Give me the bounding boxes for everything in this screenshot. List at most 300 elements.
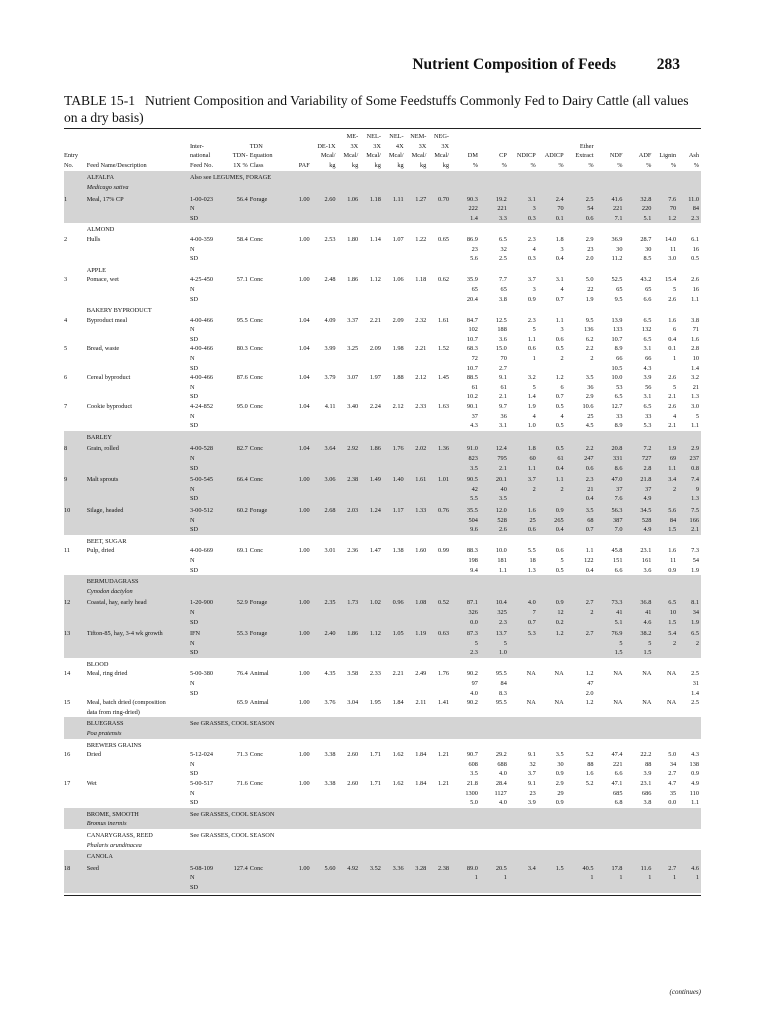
- cell-ndicp: 5.5 18 1.3: [527, 547, 536, 574]
- cell-feed: Meal, 17% CP: [87, 193, 190, 224]
- cell-eq: Conc: [249, 751, 264, 759]
- cell-nel4: 1.98: [392, 345, 404, 353]
- group-name: BEET, SUGAR: [86, 537, 127, 545]
- cell-nel: 1.97: [369, 374, 381, 382]
- cell-lignin: 7.6 70 1.2: [653, 193, 678, 224]
- cell-ifn: 4-00-466 N SD: [189, 374, 214, 401]
- cell-ash: 2.9 237 0.8: [678, 442, 701, 473]
- cell-feed: Dried: [86, 751, 102, 759]
- cell-dm: 88.5 61 10.2: [466, 374, 478, 401]
- cell-feed: Hulls: [86, 235, 101, 243]
- cell-tdn: 60.2: [227, 504, 250, 535]
- cell-feed: Tifton-85, hay, 3-4 wk growth: [87, 627, 190, 658]
- cell-neg: 1.61: [438, 316, 450, 324]
- cell-nel: 1.18: [360, 193, 383, 224]
- cell-adf: 43.2 65 6.6: [640, 276, 652, 303]
- cell-cp: 28.4 1127 4.0: [494, 780, 507, 807]
- cell-nel: 1.86: [360, 442, 383, 473]
- cell-ee: 5.0 22 1.9: [585, 276, 594, 303]
- group-row: [64, 575, 701, 596]
- table-row: [64, 596, 701, 627]
- cell-adicp: 0.9 265 0.4: [538, 504, 566, 535]
- cell-nel: 1.49: [360, 473, 383, 504]
- cell-ndicp: 2.3 5 1.1: [527, 316, 536, 343]
- cell-paf: 1.00: [291, 193, 312, 224]
- group-note: [190, 658, 701, 670]
- col-header-dm: DM %: [467, 152, 478, 169]
- group-row: [64, 431, 701, 443]
- cell-ee: 5.2 88 1.6: [585, 751, 594, 778]
- cell-cp: 20.1 40 3.5: [480, 473, 509, 504]
- cell-nel: 1.02: [360, 596, 383, 627]
- cell-ndicp: 3.7 3 0.9: [527, 276, 536, 303]
- cell-ash: 2.5: [691, 699, 699, 707]
- cell-ndf: 12.7 33 8.9: [611, 403, 623, 430]
- cell-paf: 1.04: [298, 345, 310, 353]
- group-note: Also see LEGUMES, FORAGE: [190, 171, 701, 192]
- cell-eq: Forage: [250, 596, 291, 627]
- cell-nem: 3.28: [406, 862, 429, 893]
- cell-ndicp: 1.8 60 1.1: [509, 442, 538, 473]
- cell-adf: 36.8 41 4.6: [624, 596, 653, 627]
- cell-entry: 17: [64, 780, 71, 787]
- cell-tdn: 71.6: [236, 780, 248, 787]
- cell-lignin: 3.4 2: [653, 473, 678, 504]
- cell-ash: 7.3 54 1.9: [691, 547, 699, 574]
- cell-ash: 2.8 10 1.4: [691, 345, 699, 372]
- cell-ash: 11.0 84 2.3: [678, 193, 701, 224]
- cell-ndf: 13.9 133 10.7: [611, 316, 623, 343]
- cell-me: 2.38: [338, 473, 361, 504]
- cell-ndicp: 1.6 25 0.6: [509, 504, 538, 535]
- cell-paf: 1.04: [298, 316, 310, 324]
- cell-ash: 2.5 31 1.4: [691, 670, 699, 697]
- cell-ifn: 5-08-109 N SD: [190, 862, 227, 893]
- cell-tdn: 55.3: [227, 627, 250, 658]
- cell-neg: 1.01: [428, 473, 451, 504]
- cell-adicp: 0.5 61 0.4: [538, 442, 566, 473]
- cell-neg: 1.41: [438, 699, 450, 707]
- cell-ee: 1.2 47 2.0: [585, 670, 594, 697]
- cell-me: 1.73: [338, 596, 361, 627]
- col-header-de: DE-1X Mcal/ kg: [317, 142, 336, 169]
- table-row: [64, 275, 701, 304]
- cell-tdn: 66.4: [227, 473, 250, 504]
- col-header-adf: ADF %: [638, 152, 652, 169]
- cell-ndf: 76.9 5 1.5: [596, 627, 625, 658]
- cell-feed: Bread, waste: [86, 345, 120, 353]
- cell-tdn: 65.9: [236, 699, 248, 707]
- cell-dm: 35.5 504 9.6: [451, 504, 480, 535]
- cell-lignin: 2.7 1: [653, 862, 678, 893]
- cell-nel4: 3.36: [383, 862, 406, 893]
- cell-ifn: 4-00-359 N SD: [189, 235, 214, 263]
- cell-neg: 1.21: [438, 751, 450, 759]
- bottom-rule: [64, 895, 701, 896]
- cell-entry: 8: [64, 442, 87, 473]
- cell-dm: 90.7 608 3.5: [466, 751, 478, 778]
- table-row: [64, 750, 701, 779]
- cell-paf: 1.00: [291, 504, 312, 535]
- cell-ndf: NA: [613, 670, 623, 678]
- cell-de: 3.38: [324, 780, 336, 787]
- cell-lignin: 5.6 84 1.5: [653, 504, 678, 535]
- cell-entry: 10: [64, 504, 87, 535]
- group-note: [190, 431, 701, 443]
- cell-eq: Animal: [249, 699, 269, 707]
- cell-tdn: 80.3: [236, 345, 248, 353]
- group-row: [64, 535, 701, 547]
- cell-ndicp: 2.3 4 0.3: [527, 235, 536, 263]
- table-row: [64, 344, 701, 373]
- cell-nem: 2.02: [406, 442, 429, 473]
- col-header-paf: PAF: [298, 161, 310, 169]
- cell-ee: 5.2: [585, 780, 594, 787]
- cell-nem: 2.32: [415, 316, 427, 324]
- cell-neg: 0.63: [428, 627, 451, 658]
- cell-ash: 2.6 16 1.1: [691, 276, 699, 303]
- cell-cp: 13.7 5 1.0: [480, 627, 509, 658]
- cell-tdn: 58.4: [236, 235, 248, 243]
- group-name: BAKERY BYPRODUCT: [86, 307, 152, 315]
- cell-nel4: 1.62: [392, 780, 404, 787]
- cell-de: 3.79: [324, 374, 336, 382]
- cell-adf: 3.1 66 4.3: [643, 345, 652, 372]
- cell-dm: 89.0 1: [451, 862, 480, 893]
- cell-nel: 3.52: [360, 862, 383, 893]
- cell-nem: 1.60: [415, 547, 427, 555]
- cell-lignin: 0.1 1: [668, 345, 677, 363]
- cell-cp: 9.7 36 3.1: [498, 403, 507, 430]
- table-title: Nutrient Composition and Variability of Some Feedstuffs Commonly Fed to Dairy Cattle (all values on a dry basis): [64, 93, 689, 125]
- cell-feed: Cookie byproduct: [86, 403, 132, 411]
- cell-ndicp: 3.7 2: [509, 473, 538, 504]
- cell-nel4: 1.84: [392, 699, 404, 707]
- col-header-tdn: TDN- 1X %: [232, 152, 248, 169]
- group-name: BLOOD: [86, 660, 109, 668]
- cell-lignin: NA: [667, 699, 677, 707]
- cell-ash: 7.4 9 1.3: [678, 473, 701, 504]
- cell-eq: Conc: [249, 316, 264, 324]
- cell-de: 2.53: [324, 235, 336, 243]
- cell-paf: 1.00: [298, 780, 310, 787]
- cell-adf: 7.2 727 2.8: [624, 442, 653, 473]
- cell-ash: 7.5 166 2.1: [678, 504, 701, 535]
- cell-cp: 12.5 188 3.6: [495, 316, 507, 343]
- cell-de: 4.35: [324, 670, 336, 678]
- cell-nel: 2.33: [369, 670, 381, 678]
- cell-nem: 1.08: [406, 596, 429, 627]
- cell-cp: 95.5 84 8.3: [495, 670, 507, 697]
- cell-nem: 2.11: [415, 699, 427, 707]
- cell-ash: 4.6 1: [678, 862, 701, 893]
- cell-ash: 6.1 16 0.5: [691, 235, 699, 263]
- cell-ee: 10.6 25 4.5: [582, 403, 594, 430]
- cell-ifn: 4-00-528 N SD: [190, 442, 227, 473]
- cell-eq: Conc: [250, 862, 291, 893]
- cell-neg: 0.70: [428, 193, 451, 224]
- header-row: [64, 130, 701, 171]
- running-head: [90, 56, 680, 76]
- cell-entry: 9: [64, 473, 87, 504]
- cell-paf: 1.04: [291, 442, 312, 473]
- cell-nem: 1.19: [406, 627, 429, 658]
- col-header-ndf: NDF %: [609, 152, 623, 169]
- cell-entry: 18: [64, 862, 87, 893]
- cell-nel4: 1.17: [383, 504, 406, 535]
- cell-nel: 2.21: [369, 316, 381, 324]
- cell-feed: Cereal byproduct: [86, 374, 131, 382]
- cell-entry: 4: [64, 316, 68, 324]
- cell-de: 3.76: [324, 699, 336, 707]
- cell-feed: Coastal, hay, early head: [87, 596, 190, 627]
- cell-paf: 1.00: [298, 751, 310, 759]
- cell-nel: 2.09: [369, 345, 381, 353]
- cell-de: 2.68: [312, 504, 338, 535]
- cell-cp: 10.4 325 2.3: [480, 596, 509, 627]
- cell-neg: 1.36: [428, 442, 451, 473]
- table-body: [64, 171, 701, 892]
- cell-entry: 11: [64, 547, 71, 555]
- cell-adf: 21.8 37 4.9: [624, 473, 653, 504]
- cell-nel: 1.71: [369, 751, 381, 759]
- cell-paf: 1.00: [291, 473, 312, 504]
- cell-dm: 86.9 23 5.6: [466, 235, 478, 263]
- table-row: [64, 442, 701, 473]
- group-note: [190, 575, 701, 596]
- cell-entry: 14: [64, 670, 71, 678]
- cell-adicp: 1.2 6 0.7: [555, 374, 564, 401]
- cell-adicp: 3.5 30 0.9: [555, 751, 564, 778]
- cell-tdn: 56.4: [227, 193, 250, 224]
- cell-nel: 1.24: [360, 504, 383, 535]
- cell-cp: 7.7 65 3.8: [498, 276, 507, 303]
- cell-adicp: 2.4 70 0.1: [538, 193, 566, 224]
- cell-dm: 87.1 326 0.0: [451, 596, 480, 627]
- cell-de: 3.38: [324, 751, 336, 759]
- cell-de: 3.99: [324, 345, 336, 353]
- cell-adicp: 0.9 12 0.2: [538, 596, 566, 627]
- cell-neg: 0.52: [428, 596, 451, 627]
- cell-nem: 2.33: [415, 403, 427, 411]
- cell-entry: 5: [64, 345, 68, 353]
- cell-adf: NA: [642, 670, 652, 678]
- cell-ndf: 47.1 685 6.8: [611, 780, 623, 807]
- cell-ndicp: 3.1 3 0.3: [509, 193, 538, 224]
- cell-ash: 4.3 138 0.9: [689, 751, 699, 778]
- cell-nel4: 1.76: [383, 442, 406, 473]
- cell-adicp: 0.5 4 0.5: [555, 403, 564, 430]
- cell-nem: 1.84: [415, 780, 427, 787]
- col-header-cp: CP %: [499, 152, 507, 169]
- table-number: TABLE 15-1: [64, 93, 136, 108]
- table-row: [64, 316, 701, 345]
- cell-lignin: 2.6 5 2.1: [668, 374, 677, 401]
- cell-eq: Animal: [249, 670, 269, 678]
- cell-ifn: 3-00-512 N SD: [190, 504, 227, 535]
- cell-nel4: 2.09: [392, 316, 404, 324]
- cell-entry: 1: [64, 193, 87, 224]
- cell-cp: 12.0 528 2.6: [480, 504, 509, 535]
- cell-nel4: 1.11: [383, 193, 406, 224]
- table-row: [64, 473, 701, 504]
- cell-ifn: [190, 698, 227, 717]
- cell-nel: 1.71: [369, 780, 381, 787]
- table-row: [64, 235, 701, 264]
- cell-eq: Conc: [249, 345, 264, 353]
- group-name: ALMOND: [86, 226, 115, 234]
- cell-de: 5.60: [312, 862, 338, 893]
- cell-ndf: 20.8 331 8.6: [596, 442, 625, 473]
- cell-me: 2.60: [347, 751, 359, 759]
- cell-ee: 9.5 136 6.2: [584, 316, 594, 343]
- cell-me: 3.25: [347, 345, 359, 353]
- cell-ndicp: 9.1 32 3.7: [527, 751, 536, 778]
- cell-cp: 95.5: [495, 699, 507, 707]
- cell-ash: 3.2 21 1.3: [691, 374, 699, 401]
- cell-me: 3.58: [347, 670, 359, 678]
- cell-nel4: 2.12: [392, 403, 404, 411]
- cell-entry: 3: [64, 276, 68, 284]
- cell-lignin: 1.6 6 0.4: [668, 316, 677, 343]
- cell-nel4: 1.40: [383, 473, 406, 504]
- table-row: [64, 779, 701, 808]
- cell-me: 3.40: [347, 403, 359, 411]
- cell-paf: 1.00: [298, 547, 310, 555]
- cell-dm: 88.3 198 9.4: [466, 547, 478, 574]
- cell-ndf: 41.6 221 7.1: [596, 193, 625, 224]
- cell-ifn: 4-25-450 N SD: [189, 276, 214, 303]
- cell-adf: 6.5 132 6.5: [641, 316, 652, 343]
- cell-ee: 3.5 36 2.9: [585, 374, 594, 401]
- cell-me: 4.92: [338, 862, 361, 893]
- cell-lignin: 5.0 34 2.7: [668, 751, 677, 778]
- table-row: [64, 627, 701, 658]
- cell-dm: 90.2: [466, 699, 478, 707]
- cell-nem: 2.12: [415, 374, 427, 382]
- cell-paf: 1.00: [291, 596, 312, 627]
- cell-neg: 0.65: [438, 235, 450, 243]
- cell-ndicp: 0.6 1: [527, 345, 536, 363]
- col-header-ash: Ash %: [688, 152, 699, 169]
- cell-paf: 1.04: [298, 403, 310, 411]
- cell-dm: 84.7 102 10.7: [466, 316, 478, 343]
- cell-lignin: 15.4 5 2.6: [665, 276, 677, 303]
- cell-nem: 1.84: [415, 751, 427, 759]
- table-row: [64, 402, 701, 431]
- cell-ndf: 10.0 53 6.5: [611, 374, 623, 401]
- cell-adf: 34.5 528 4.9: [624, 504, 653, 535]
- cell-ifn: 5-00-545 N SD: [190, 473, 227, 504]
- col-header-ndicp: NDICP %: [516, 152, 536, 169]
- cell-tdn: 87.6: [236, 374, 248, 382]
- cell-nel4: 1.88: [392, 374, 404, 382]
- cell-eq: Conc: [249, 235, 264, 243]
- cell-lignin: 1.9 69 1.1: [653, 442, 678, 473]
- cell-ee: 2.2 2: [585, 345, 594, 363]
- col-header-lignin: Lignin %: [659, 152, 677, 169]
- col-header-neg: NEG- 3X Mcal/ kg: [433, 133, 450, 169]
- group-name: BROME, SMOOTH Bromus inermis: [87, 808, 190, 829]
- table-caption: [64, 92, 704, 126]
- cell-entry: 13: [64, 627, 87, 658]
- cell-tdn: 82.7: [227, 442, 250, 473]
- col-header-nem: NEM- 3X Mcal/ kg: [410, 133, 427, 169]
- continued-note: (continues): [669, 988, 701, 996]
- cell-nem: 2.49: [415, 670, 427, 678]
- cell-cp: 12.4 795 2.1: [480, 442, 509, 473]
- col-header-nel: NEL- 3X Mcal/ kg: [366, 133, 381, 169]
- group-name: CANARYGRASS, REED Phalaris arundinacea: [86, 831, 153, 849]
- cell-de: 2.48: [324, 276, 336, 284]
- cell-adicp: 1.8 3 0.4: [555, 235, 564, 263]
- cell-paf: 1.00: [291, 627, 312, 658]
- group-row: [64, 850, 701, 862]
- cell-adicp: 0.6 5 0.5: [555, 547, 564, 574]
- cell-nel: 2.24: [369, 403, 381, 411]
- cell-nem: 1.18: [415, 276, 427, 284]
- cell-adf: 28.7 30 8.5: [640, 235, 652, 263]
- cell-adf: 3.9 56 3.1: [643, 374, 652, 401]
- cell-adf: 23.1 686 3.8: [640, 780, 652, 807]
- cell-entry: 12: [64, 596, 87, 627]
- cell-adicp: 0.5 2: [555, 345, 564, 363]
- cell-ifn: 4-00-466 N SD: [189, 345, 214, 372]
- col-header-nel4: NEL- 4X Mcal/ kg: [388, 133, 404, 169]
- cell-eq: Conc: [249, 780, 264, 787]
- cell-adf: 32.8 220 5.1: [624, 193, 653, 224]
- cell-neg: 1.45: [438, 374, 450, 382]
- col-header-feed: Feed Name/Description: [86, 161, 147, 169]
- table-row: [64, 546, 701, 575]
- cell-neg: 0.99: [438, 547, 450, 555]
- cell-me: 3.37: [347, 316, 359, 324]
- cell-nel4: 1.62: [392, 751, 404, 759]
- cell-adf: NA: [642, 699, 652, 707]
- cell-de: 2.40: [312, 627, 338, 658]
- cell-tdn: 95.0: [236, 403, 248, 411]
- cell-eq: Forage: [250, 193, 291, 224]
- cell-paf: 1.00: [291, 862, 312, 893]
- cell-cp: 20.5 1: [480, 862, 509, 893]
- cell-nem: 2.21: [415, 345, 427, 353]
- cell-nel4: 1.07: [392, 235, 404, 243]
- group-name: BLUEGRASS Poa pratensis: [87, 717, 190, 738]
- cell-dm: 90.2 97 4.0: [466, 670, 478, 697]
- cell-lignin: 4.7 35 0.0: [668, 780, 677, 807]
- cell-lignin: 6.5 10 1.5: [653, 596, 678, 627]
- cell-ee: 1.2: [585, 699, 594, 707]
- cell-ndf: 17.8 1: [596, 862, 625, 893]
- cell-adicp: 1.1 3 0.6: [555, 316, 564, 343]
- group-note: See GRASSES, COOL SEASON: [189, 831, 275, 839]
- col-header-entry: Entry No.: [64, 152, 78, 169]
- cell-nel4: 1.05: [383, 627, 406, 658]
- cell-adf: 23.1 161 3.6: [640, 547, 652, 574]
- group-row: [64, 739, 701, 751]
- cell-cp: 29.2 688 4.0: [495, 751, 507, 778]
- cell-adicp: 3.1 4 0.7: [555, 276, 564, 303]
- cell-ndf: NA: [613, 699, 623, 707]
- col-header-ifn: Inter- national Feed No.: [189, 142, 214, 169]
- cell-ndicp: NA: [526, 699, 536, 707]
- cell-ee: 40.5 1: [566, 862, 596, 893]
- top-rule: [64, 128, 701, 129]
- cell-ifn: 4-00-466 N SD: [189, 316, 214, 343]
- cell-ndicp: 5.3: [509, 627, 538, 658]
- cell-nel: 1.12: [360, 627, 383, 658]
- col-header-me: ME- 3X Mcal/ kg: [343, 133, 359, 169]
